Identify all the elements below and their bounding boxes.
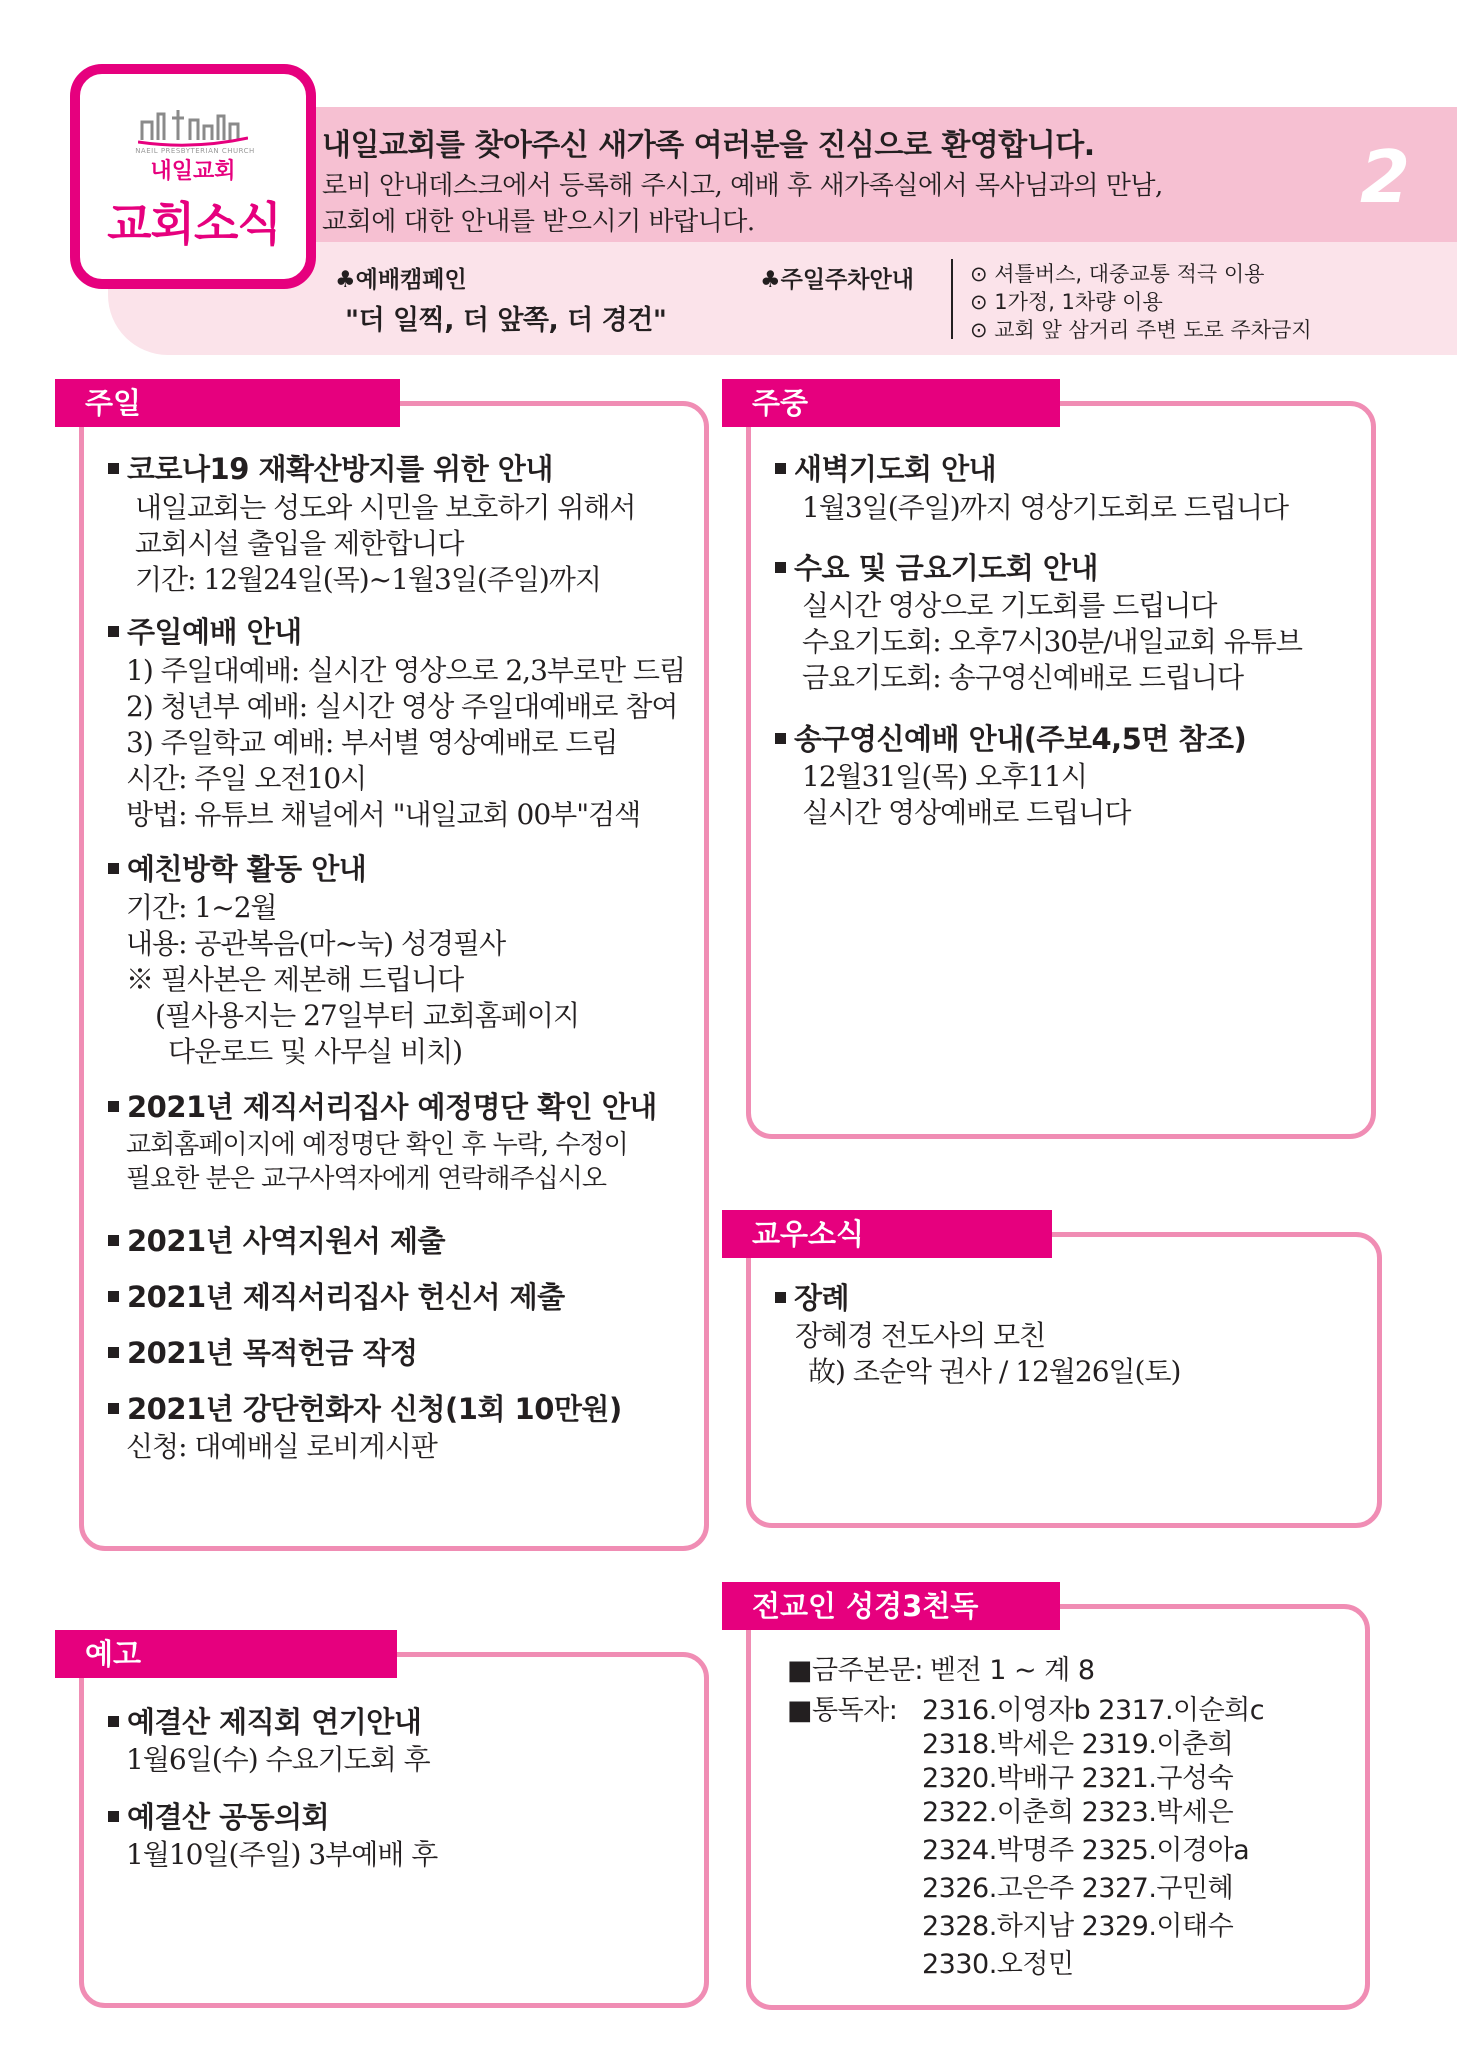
sunday-deacon-line: 필요한 분은 교구사역자에게 연락해주십시오 (126, 1164, 606, 1194)
sunday-deacon-line: 교회홈페이지에 예정명단 확인 후 누락, 수정이 (126, 1130, 628, 1160)
bullet-square (108, 626, 119, 637)
sunday-covid-line: 기간: 12월24일(목)~1월3일(주일)까지 (135, 563, 601, 596)
notice-assembly-line: 1월10일(주일) 3부예배 후 (126, 1838, 438, 1871)
sunday-heading-offering: 2021년 목적헌금 작정 (108, 1331, 418, 1372)
campaign-label: ♣예배캠페인 (335, 267, 467, 293)
sunday-worship-line: 시간: 주일 오전10시 (126, 762, 367, 795)
bible-reader-row: 2328.하지남 2329.이태수 (922, 1911, 1234, 1942)
sunday-section-label: 주일 (55, 379, 400, 427)
logo-small-text: NAEIL PRESBYTERIAN CHURCH (135, 147, 255, 155)
bullet-square (775, 463, 786, 474)
sunday-covid-line: 교회시설 출입을 제한합니다 (135, 527, 464, 560)
sunday-worship-line: 2) 청년부 예배: 실시간 영상 주일대예배로 참여 (126, 690, 678, 723)
weekday-prayer-line: 수요기도회: 오후7시30분/내일교회 유튜브 (802, 625, 1302, 658)
sunday-worship-line: 3) 주일학교 예배: 부서별 영상예배로 드림 (126, 726, 618, 759)
members-heading-funeral: 장례 (775, 1276, 849, 1317)
weekday-section-label: 주중 (722, 379, 1060, 427)
sunday-vacation-line: 기간: 1~2월 (126, 891, 277, 924)
page-title: 교회소식 (107, 197, 281, 251)
church-logo-icon (138, 100, 248, 150)
sunday-vacation-line: (필사용지는 27일부터 교회홈페이지 (155, 999, 580, 1032)
sunday-vacation-line: 다운로드 및 사무실 비치) (168, 1035, 463, 1068)
bible-text-label: ■금주본문: (787, 1655, 923, 1686)
notice-meeting-line: 1월6일(수) 수요기도회 후 (126, 1743, 430, 1776)
sunday-heading-deacon-list: 2021년 제직서리집사 예정명단 확인 안내 (108, 1085, 657, 1126)
bible-readers-label: ■통독자: (787, 1695, 898, 1726)
sunday-flowers-line: 신청: 대예배실 로비게시판 (126, 1430, 437, 1463)
bullet-square (108, 1403, 119, 1414)
weekday-dawn-line: 1월3일(주일)까지 영상기도회로 드립니다 (802, 491, 1289, 524)
sunday-heading-vacation: 예친방학 활동 안내 (108, 847, 366, 888)
sunday-heading-ministry: 2021년 사역지원서 제출 (108, 1219, 445, 1260)
weekday-heading-dawn: 새벽기도회 안내 (775, 447, 996, 488)
campaign-slogan: "더 일찍, 더 앞쪽, 더 경건" (345, 305, 667, 336)
members-funeral-line: 故) 조순악 권사 / 12월26일(토) (808, 1355, 1181, 1388)
parking-divider (951, 259, 953, 339)
welcome-line-3: 교회에 대한 안내를 받으시기 바랍니다. (322, 207, 755, 237)
weekday-newyear-line: 실시간 영상예배로 드립니다 (802, 796, 1131, 829)
bullet-square (108, 1347, 119, 1358)
members-funeral-line: 장혜경 전도사의 모친 (795, 1319, 1046, 1352)
weekday-heading-prayer: 수요 및 금요기도회 안내 (775, 546, 1098, 587)
bullet-square (108, 1291, 119, 1302)
bullet-square (775, 733, 786, 744)
notice-heading-meeting: 예결산 제직회 연기안내 (108, 1700, 421, 1741)
bullet-square (108, 463, 119, 474)
bible-reader-row: 2318.박세은 2319.이춘희 (922, 1729, 1234, 1760)
bullet-square (108, 1101, 119, 1112)
sunday-worship-line: 1) 주일대예배: 실시간 영상으로 2,3부로만 드림 (126, 654, 686, 687)
bible-section-label: 전교인 성경3천독 (722, 1582, 1060, 1630)
weekday-newyear-line: 12월31일(목) 오후11시 (802, 760, 1087, 793)
weekday-prayer-line: 실시간 영상으로 기도회를 드립니다 (802, 589, 1217, 622)
bible-reader-row: 2324.박명주 2325.이경아a (922, 1835, 1250, 1866)
bible-reader-row: 2326.고은주 2327.구민혜 (922, 1873, 1234, 1904)
parking-item: ⊙ 교회 앞 삼거리 주변 도로 주차금지 (970, 318, 1312, 342)
sunday-heading-flowers: 2021년 강단헌화자 신청(1회 10만원) (108, 1387, 622, 1428)
bible-reader-row: 2330.오정민 (922, 1949, 1074, 1980)
bullet-square (108, 1716, 119, 1727)
parking-label: ♣주일주차안내 (760, 267, 914, 293)
weekday-prayer-line: 금요기도회: 송구영신예배로 드립니다 (802, 661, 1244, 694)
welcome-line-2: 로비 안내데스크에서 등록해 주시고, 예배 후 새가족실에서 목사님과의 만남, (322, 171, 1163, 201)
notice-heading-assembly: 예결산 공동의회 (108, 1795, 329, 1836)
bullet-square (108, 863, 119, 874)
bullet-square (108, 1811, 119, 1822)
notice-section-label: 예고 (55, 1630, 397, 1678)
sunday-heading-pledge: 2021년 제직서리집사 헌신서 제출 (108, 1275, 565, 1316)
sunday-vacation-line: 내용: 공관복음(마~눅) 성경필사 (126, 927, 506, 960)
sunday-heading-worship: 주일예배 안내 (108, 610, 302, 651)
sunday-vacation-line: ※ 필사본은 제본해 드립니다 (126, 963, 464, 996)
welcome-line-1: 내일교회를 찾아주신 새가족 여러분을 진심으로 환영합니다. (322, 128, 1095, 163)
sunday-covid-line: 내일교회는 성도와 시민을 보호하기 위해서 (135, 491, 636, 524)
bible-reader-row: 2320.박배구 2321.구성숙 (922, 1763, 1234, 1794)
sunday-worship-line: 방법: 유튜브 채널에서 "내일교회 00부"검색 (126, 798, 641, 831)
bible-reader-row: 2322.이춘희 2323.박세은 (922, 1797, 1234, 1828)
bullet-square (108, 1235, 119, 1246)
bible-reader-row: 2316.이영자b 2317.이순희c (922, 1695, 1265, 1726)
bullet-square (775, 562, 786, 573)
bullet-square (775, 1292, 786, 1303)
page-number: 2 (1360, 135, 1411, 219)
members-section-label: 교우소식 (722, 1210, 1052, 1258)
logo-name: 내일교회 (150, 159, 236, 184)
parking-item: ⊙ 셔틀버스, 대중교통 적극 이용 (970, 262, 1265, 286)
bible-text-value: 벧전 1 ~ 계 8 (930, 1655, 1095, 1686)
weekday-heading-newyear: 송구영신예배 안내(주보4,5면 참조) (775, 717, 1246, 758)
parking-item: ⊙ 1가정, 1차량 이용 (970, 290, 1163, 314)
sunday-heading-covid: 코로나19 재확산방지를 위한 안내 (108, 447, 553, 488)
